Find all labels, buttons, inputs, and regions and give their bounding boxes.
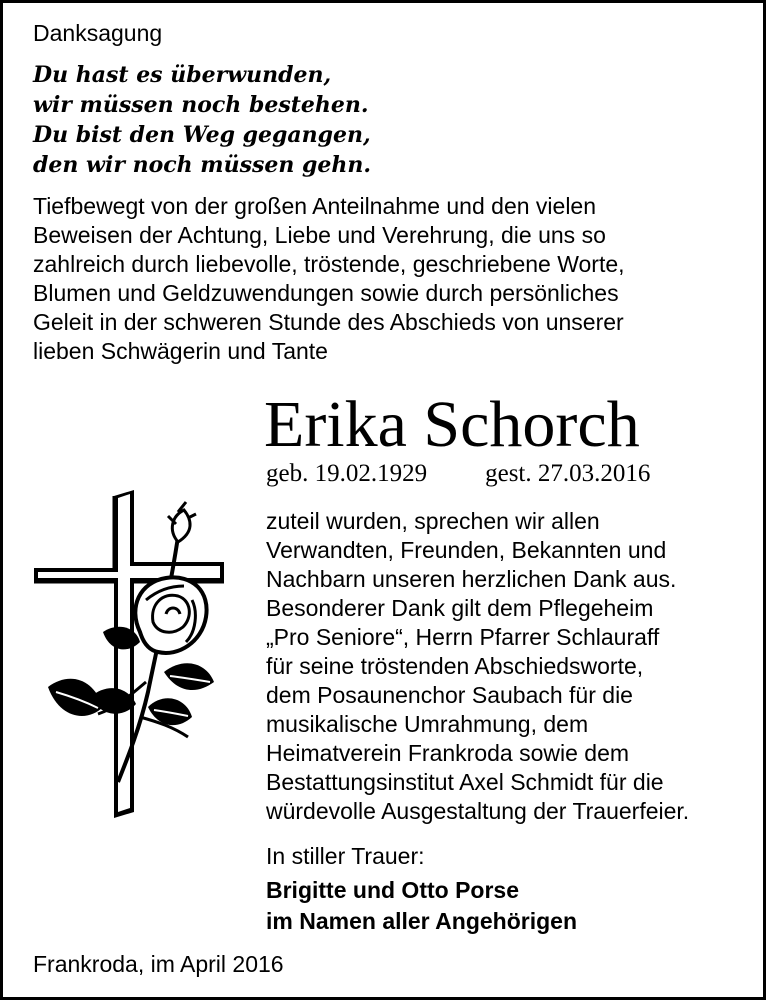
rose-icon: [135, 577, 206, 653]
death-date: gest. 27.03.2016: [485, 460, 651, 487]
thanks-text: [266, 507, 689, 826]
verse-line: wir müssen noch bestehen.: [33, 92, 369, 118]
cross-with-rose-icon: [28, 482, 238, 827]
signatory-line: Brigitte und Otto Porse: [266, 877, 519, 903]
intro-line: Geleit in der schweren Stunde des Abschieds von unserer: [33, 309, 624, 335]
thanks-line: Bestattungsinstitut Axel Schmidt für die: [266, 769, 664, 795]
thanks-line: zuteil wurden, sprechen wir allen: [266, 508, 600, 534]
thanks-line: dem Posaunenchor Saubach für die: [266, 682, 633, 708]
intro-line: lieben Schwägerin und Tante: [33, 338, 328, 364]
thanks-line: Nachbarn unseren herzlichen Dank aus.: [266, 566, 677, 592]
verse: [33, 60, 371, 180]
signatories: [266, 875, 577, 937]
thanks-line: musikalische Umrahmung, dem: [266, 711, 589, 737]
verse-line: Du hast es überwunden,: [33, 62, 332, 88]
life-dates: [266, 460, 650, 488]
verse-line: den wir noch müssen gehn.: [33, 152, 372, 178]
intro-text: [33, 192, 625, 366]
thanks-line: Verwandten, Freunden, Bekannten und: [266, 537, 667, 563]
thanks-line: für seine tröstenden Abschiedsworte,: [266, 653, 644, 679]
intro-line: Beweisen der Achtung, Liebe und Verehrung, die uns so: [33, 222, 606, 248]
thanks-line: „Pro Seniore“, Herrn Pfarrer Schlauraff: [266, 624, 660, 650]
thanks-line: Heimatverein Frankroda sowie dem: [266, 740, 630, 766]
intro-line: Blumen und Geldzuwendungen sowie durch persönliches: [33, 280, 619, 306]
cross-icon: [34, 490, 224, 818]
verse-line: Du bist den Weg gegangen,: [33, 122, 371, 148]
place-date: Frankroda, im April 2016: [33, 951, 284, 977]
intro-line: Tiefbewegt von der großen Anteilnahme und den vielen: [33, 193, 597, 219]
thanks-line: Besonderer Dank gilt dem Pflegeheim: [266, 595, 654, 621]
birth-date: geb. 19.02.1929: [266, 460, 428, 487]
thanks-line: würdevolle Ausgestaltung der Trauerfeier.: [266, 798, 690, 824]
deceased-name: Erika Schorch: [264, 388, 640, 461]
signatory-line: im Namen aller Angehörigen: [266, 908, 577, 934]
heading: Danksagung: [33, 20, 163, 46]
mourning-line: In stiller Trauer:: [266, 843, 425, 869]
intro-line: zahlreich durch liebevolle, tröstende, geschriebene Worte,: [33, 251, 625, 277]
